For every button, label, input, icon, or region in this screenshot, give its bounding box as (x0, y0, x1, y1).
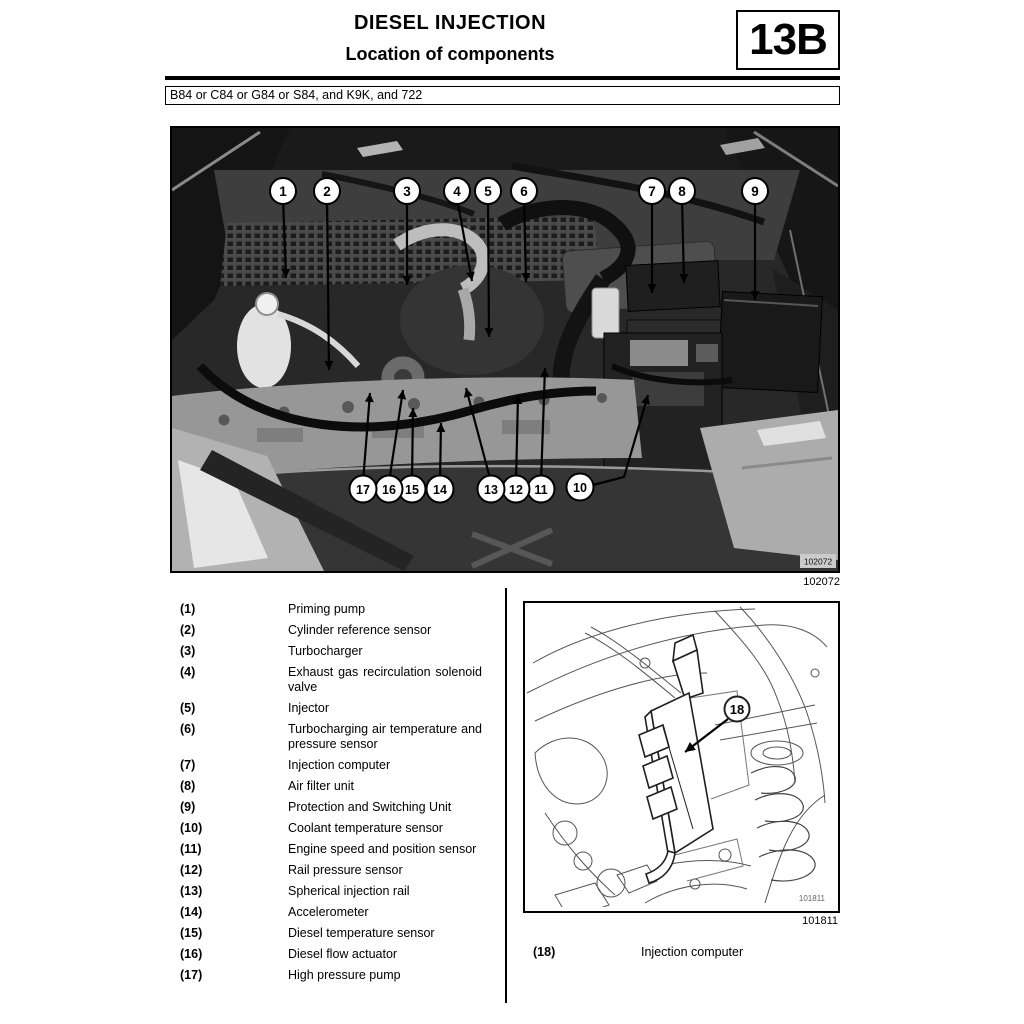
legend-item-number: (8) (180, 779, 196, 793)
header (165, 12, 735, 65)
detail-drawing-svg (525, 603, 834, 907)
legend-item-number: (5) (180, 701, 196, 715)
legend-item-label: Accelerometer (288, 905, 369, 919)
legend-item-number: (6) (180, 722, 196, 736)
legend-item-number: (1) (180, 602, 196, 616)
column-divider (505, 588, 507, 1003)
legend-item (180, 842, 482, 857)
callout-17: 17 (356, 483, 370, 497)
figure-ref-label: 102072 (803, 576, 840, 588)
callout-15: 15 (405, 483, 419, 497)
legend-item (180, 905, 482, 920)
callout-8: 8 (678, 184, 686, 199)
legend-item-label: Cylinder reference sensor (288, 623, 432, 637)
callout-1: 1 (279, 184, 287, 199)
legend-item (180, 821, 482, 836)
callout-18: 18 (729, 702, 745, 717)
detail-ref-inline: 101811 (798, 894, 825, 903)
legend (180, 602, 482, 989)
legend-item (180, 926, 482, 941)
legend-item-number: (13) (180, 884, 203, 898)
legend-item-label: Injection computer (641, 945, 744, 959)
legend-item-number: (18) (533, 945, 556, 959)
page-title: DIESEL INJECTION (353, 12, 547, 34)
callout-4: 4 (453, 184, 461, 199)
legend-item-number: (17) (180, 968, 203, 982)
page-subtitle: Location of components (345, 44, 555, 64)
engine-bay-photo-svg (172, 128, 838, 571)
legend-item-label: Priming pump (288, 602, 366, 616)
legend-item-label: Diesel flow actuator (288, 947, 398, 961)
legend-item-18 (533, 945, 835, 966)
legend-item (180, 968, 482, 983)
legend-item-label: Diesel temperature sensor (288, 926, 435, 940)
callout-2: 2 (323, 184, 331, 199)
legend-item-label: Rail pressure sensor (288, 863, 403, 877)
legend-item (180, 644, 482, 659)
callout-3: 3 (403, 184, 411, 199)
legend-item-label: Injection computer (288, 758, 391, 772)
figure-ref-inline: 102072 (803, 556, 833, 567)
section-code-box (736, 10, 840, 70)
legend-item (180, 863, 482, 878)
header-rule (165, 76, 840, 80)
legend-item-number: (3) (180, 644, 196, 658)
detail-drawing (523, 601, 840, 913)
legend-item (180, 779, 482, 794)
callout-5: 5 (484, 184, 492, 199)
callout-9: 9 (751, 184, 759, 199)
legend-item-label: Exhaust gas recirculation solenoid valve (288, 665, 482, 694)
legend-item (180, 758, 482, 773)
section-code: 13B (749, 15, 827, 64)
legend-item-label: Spherical injection rail (288, 884, 410, 898)
legend-item-number: (10) (180, 821, 203, 835)
callout-6: 6 (520, 184, 528, 199)
legend-item-label: Air filter unit (288, 779, 354, 793)
legend-item-number: (4) (180, 665, 196, 679)
callout-14: 14 (433, 483, 447, 497)
legend-item-label: Protection and Switching Unit (288, 800, 452, 814)
legend-item-label: High pressure pump (288, 968, 401, 982)
applicability-bar (165, 86, 840, 105)
legend-item-number: (12) (180, 863, 203, 877)
legend-item-label: Coolant temperature sensor (288, 821, 443, 835)
legend-item-number: (16) (180, 947, 203, 961)
callout-10: 10 (573, 481, 587, 495)
legend-item-number: (15) (180, 926, 203, 940)
legend-item (180, 884, 482, 899)
legend-item-number: (14) (180, 905, 203, 919)
legend-item (180, 722, 482, 752)
callout-11: 11 (534, 483, 548, 497)
legend-item (180, 602, 482, 617)
legend-item (180, 701, 482, 716)
legend-item-label: Turbocharging air temperature and pressure sensor (288, 722, 482, 751)
legend-item (180, 665, 482, 695)
callout-7: 7 (648, 184, 656, 199)
legend-item (180, 947, 482, 962)
callout-16: 16 (382, 483, 396, 497)
legend-item (180, 623, 482, 638)
legend-item-label: Injector (288, 701, 329, 715)
engine-bay-photo (170, 126, 840, 573)
legend-item-number: (2) (180, 623, 196, 637)
legend-item-label: Turbocharger (288, 644, 363, 658)
legend-item-number: (9) (180, 800, 196, 814)
legend-item-number: (7) (180, 758, 196, 772)
detail-ref-label: 101811 (802, 915, 838, 927)
callout-12: 12 (509, 483, 523, 497)
legend-item-label: Engine speed and position sensor (288, 842, 477, 856)
legend-item-number: (11) (180, 842, 202, 856)
applicability-text: B84 or C84 or G84 or S84, and K9K, and 722 (170, 88, 423, 102)
callout-13: 13 (484, 483, 498, 497)
legend-item (180, 800, 482, 815)
